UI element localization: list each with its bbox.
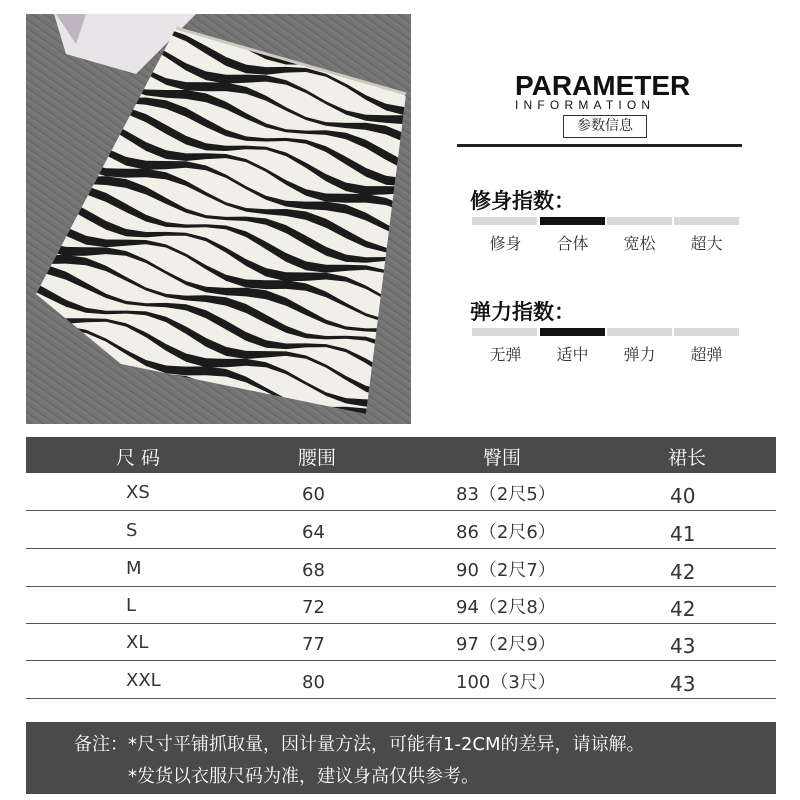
- size-cell: S: [126, 520, 138, 541]
- product-photo: [26, 14, 411, 424]
- parameter-divider: [457, 144, 742, 147]
- size-table-header: [26, 437, 776, 473]
- size-cell: M: [126, 558, 142, 579]
- table-row: [26, 662, 776, 699]
- fit_index-option-label: 修身: [489, 234, 522, 253]
- elastic_index-segment: [540, 328, 605, 336]
- table-row: [26, 587, 776, 624]
- notes-panel: [26, 722, 776, 794]
- fit_index-segment: [540, 217, 605, 225]
- parameter-subtitle: INFORMATION: [515, 98, 656, 112]
- elastic_index-segment: [674, 328, 739, 336]
- length-cell: 42: [670, 597, 696, 621]
- fit-index-labels: [472, 231, 740, 253]
- size-cell: XS: [126, 482, 150, 503]
- header-waist: 腰围: [298, 447, 337, 469]
- length-cell: 40: [670, 484, 696, 508]
- fit_index-segment: [472, 217, 537, 225]
- elastic_index-option-label: 超弹: [690, 345, 723, 364]
- fit_index-option-label: 宽松: [623, 234, 656, 253]
- waist-cell: 68: [302, 560, 325, 581]
- header-hip: 臀围: [483, 447, 522, 469]
- length-cell: 43: [670, 634, 696, 658]
- waist-cell: 64: [302, 522, 325, 543]
- hip-cell: 83（2尺5）: [456, 484, 556, 505]
- fit-index-bar: [472, 217, 740, 225]
- zebra-skirt-illustration: [26, 14, 411, 424]
- size-cell: L: [126, 595, 137, 616]
- elastic-index-bar: [472, 328, 740, 336]
- table-row: [26, 512, 776, 549]
- elastic_index-option-label: 弹力: [623, 345, 656, 364]
- length-cell: 42: [670, 560, 696, 584]
- note-line-1: 备注：*尺寸平铺抓取量，因计量方法，可能有1-2CM的差异，请谅解。: [74, 734, 645, 755]
- fit_index-segment: [607, 217, 672, 225]
- elastic_index-segment: [607, 328, 672, 336]
- hip-cell: 94（2尺8）: [456, 597, 556, 618]
- hip-cell: 100（3尺）: [456, 672, 556, 693]
- elastic-index-labels: [472, 342, 740, 364]
- elastic-index-title: 弹力指数：: [470, 300, 575, 324]
- size-cell: XL: [126, 632, 149, 653]
- parameter-cn-label: 参数信息: [563, 115, 647, 138]
- waist-cell: 80: [302, 672, 325, 693]
- parameter-title: PARAMETER: [515, 70, 691, 101]
- waist-cell: 77: [302, 634, 325, 655]
- size-cell: XXL: [126, 670, 161, 691]
- waist-cell: 60: [302, 484, 325, 505]
- fit-index-title: 修身指数：: [470, 189, 575, 213]
- elastic_index-option-label: 无弹: [489, 345, 522, 364]
- fit_index-segment: [674, 217, 739, 225]
- hip-cell: 90（2尺7）: [456, 560, 556, 581]
- length-cell: 43: [670, 672, 696, 696]
- hip-cell: 97（2尺9）: [456, 634, 556, 655]
- waist-cell: 72: [302, 597, 325, 618]
- fit_index-option-label: 合体: [556, 234, 589, 253]
- table-row: [26, 474, 776, 511]
- table-row: [26, 550, 776, 587]
- length-cell: 41: [670, 522, 696, 546]
- elastic_index-option-label: 适中: [556, 345, 589, 364]
- fit_index-option-label: 超大: [690, 234, 723, 253]
- header-length: 裙长: [668, 447, 707, 469]
- note-line-2: *发货以衣服尺码为准，建议身高仅供参考。: [128, 766, 479, 787]
- table-row: [26, 624, 776, 661]
- header-size: 尺 码: [116, 447, 161, 469]
- hip-cell: 86（2尺6）: [456, 522, 556, 543]
- elastic_index-segment: [472, 328, 537, 336]
